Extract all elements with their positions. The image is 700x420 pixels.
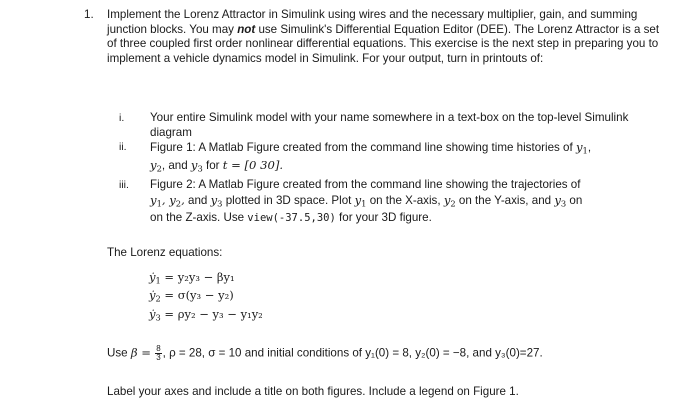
item-numeral: i. (119, 112, 125, 124)
item-numeral: iii. (119, 179, 129, 191)
equation-1: $ẏ_1 = y_2y_3 - \beta y_1$ (149, 270, 235, 286)
final-note: Label your axes and include a title on both figures. Include a legend on Figure 1. (107, 385, 519, 398)
lorenz-label: The Lorenz equations: (107, 246, 223, 259)
intro-emphasis: not (237, 22, 256, 36)
parameters-line: Use β = $\frac{8}{3}$ , ρ = 28, σ = 10 and initial conditions of y₁(0) = 8, y₂(0) = −8, and y₃(0)=27. (107, 344, 543, 362)
item-text: Your entire Simulink model with your name somewhere in a text-box on the top-level Simulink diagram (150, 111, 629, 139)
beta-fraction: $\frac{8}{3}$ (156, 344, 161, 362)
equation-3: $ẏ_3 = \rho y_2 - y_3 - y_1y_2$ (149, 306, 263, 323)
intro-text-b: use Simulink's Differential Equation Editor (DEE). The Lorenz Attractor is a set of three coupled first order nonlinear differential equations. This exercise is the next step in preparing you to implement a vehicle dynamics model in Simulink. For your output, turn in printouts of: (107, 22, 660, 65)
view-command: view(-37.5,30) (247, 211, 336, 224)
lorenz-equations (149, 270, 263, 325)
intro-text-a: Implement the Lorenz Attractor in Simulink using wires and the necessary multiplier, gain, and summing junction blocks. You may (107, 8, 638, 36)
problem-statement (107, 8, 667, 66)
problem-number: 1. (84, 8, 94, 21)
item-numeral: ii. (119, 141, 127, 153)
time-range: t = [0 30]. (222, 158, 284, 173)
equation-2: $ẏ_2 = \sigma(y_3 - y_2)$ (149, 288, 234, 304)
item-text: Figure 2: A Matlab Figure created from the command line showing the trajectories of $y_1$, $y_2$, and $y_3$ plotted in 3D space. Plot $y_1$ on the X-axis, $y_2$ on the Y-axis, and $y_3$ on on the Z-axis. Use view(-37.5,30) for your 3D figure. (150, 178, 583, 224)
item-text: Figure 1: A Matlab Figure created from the command line showing time histories of $y_1$, $y_2$, and $y_3$ for t = [0 30]. (150, 140, 592, 174)
